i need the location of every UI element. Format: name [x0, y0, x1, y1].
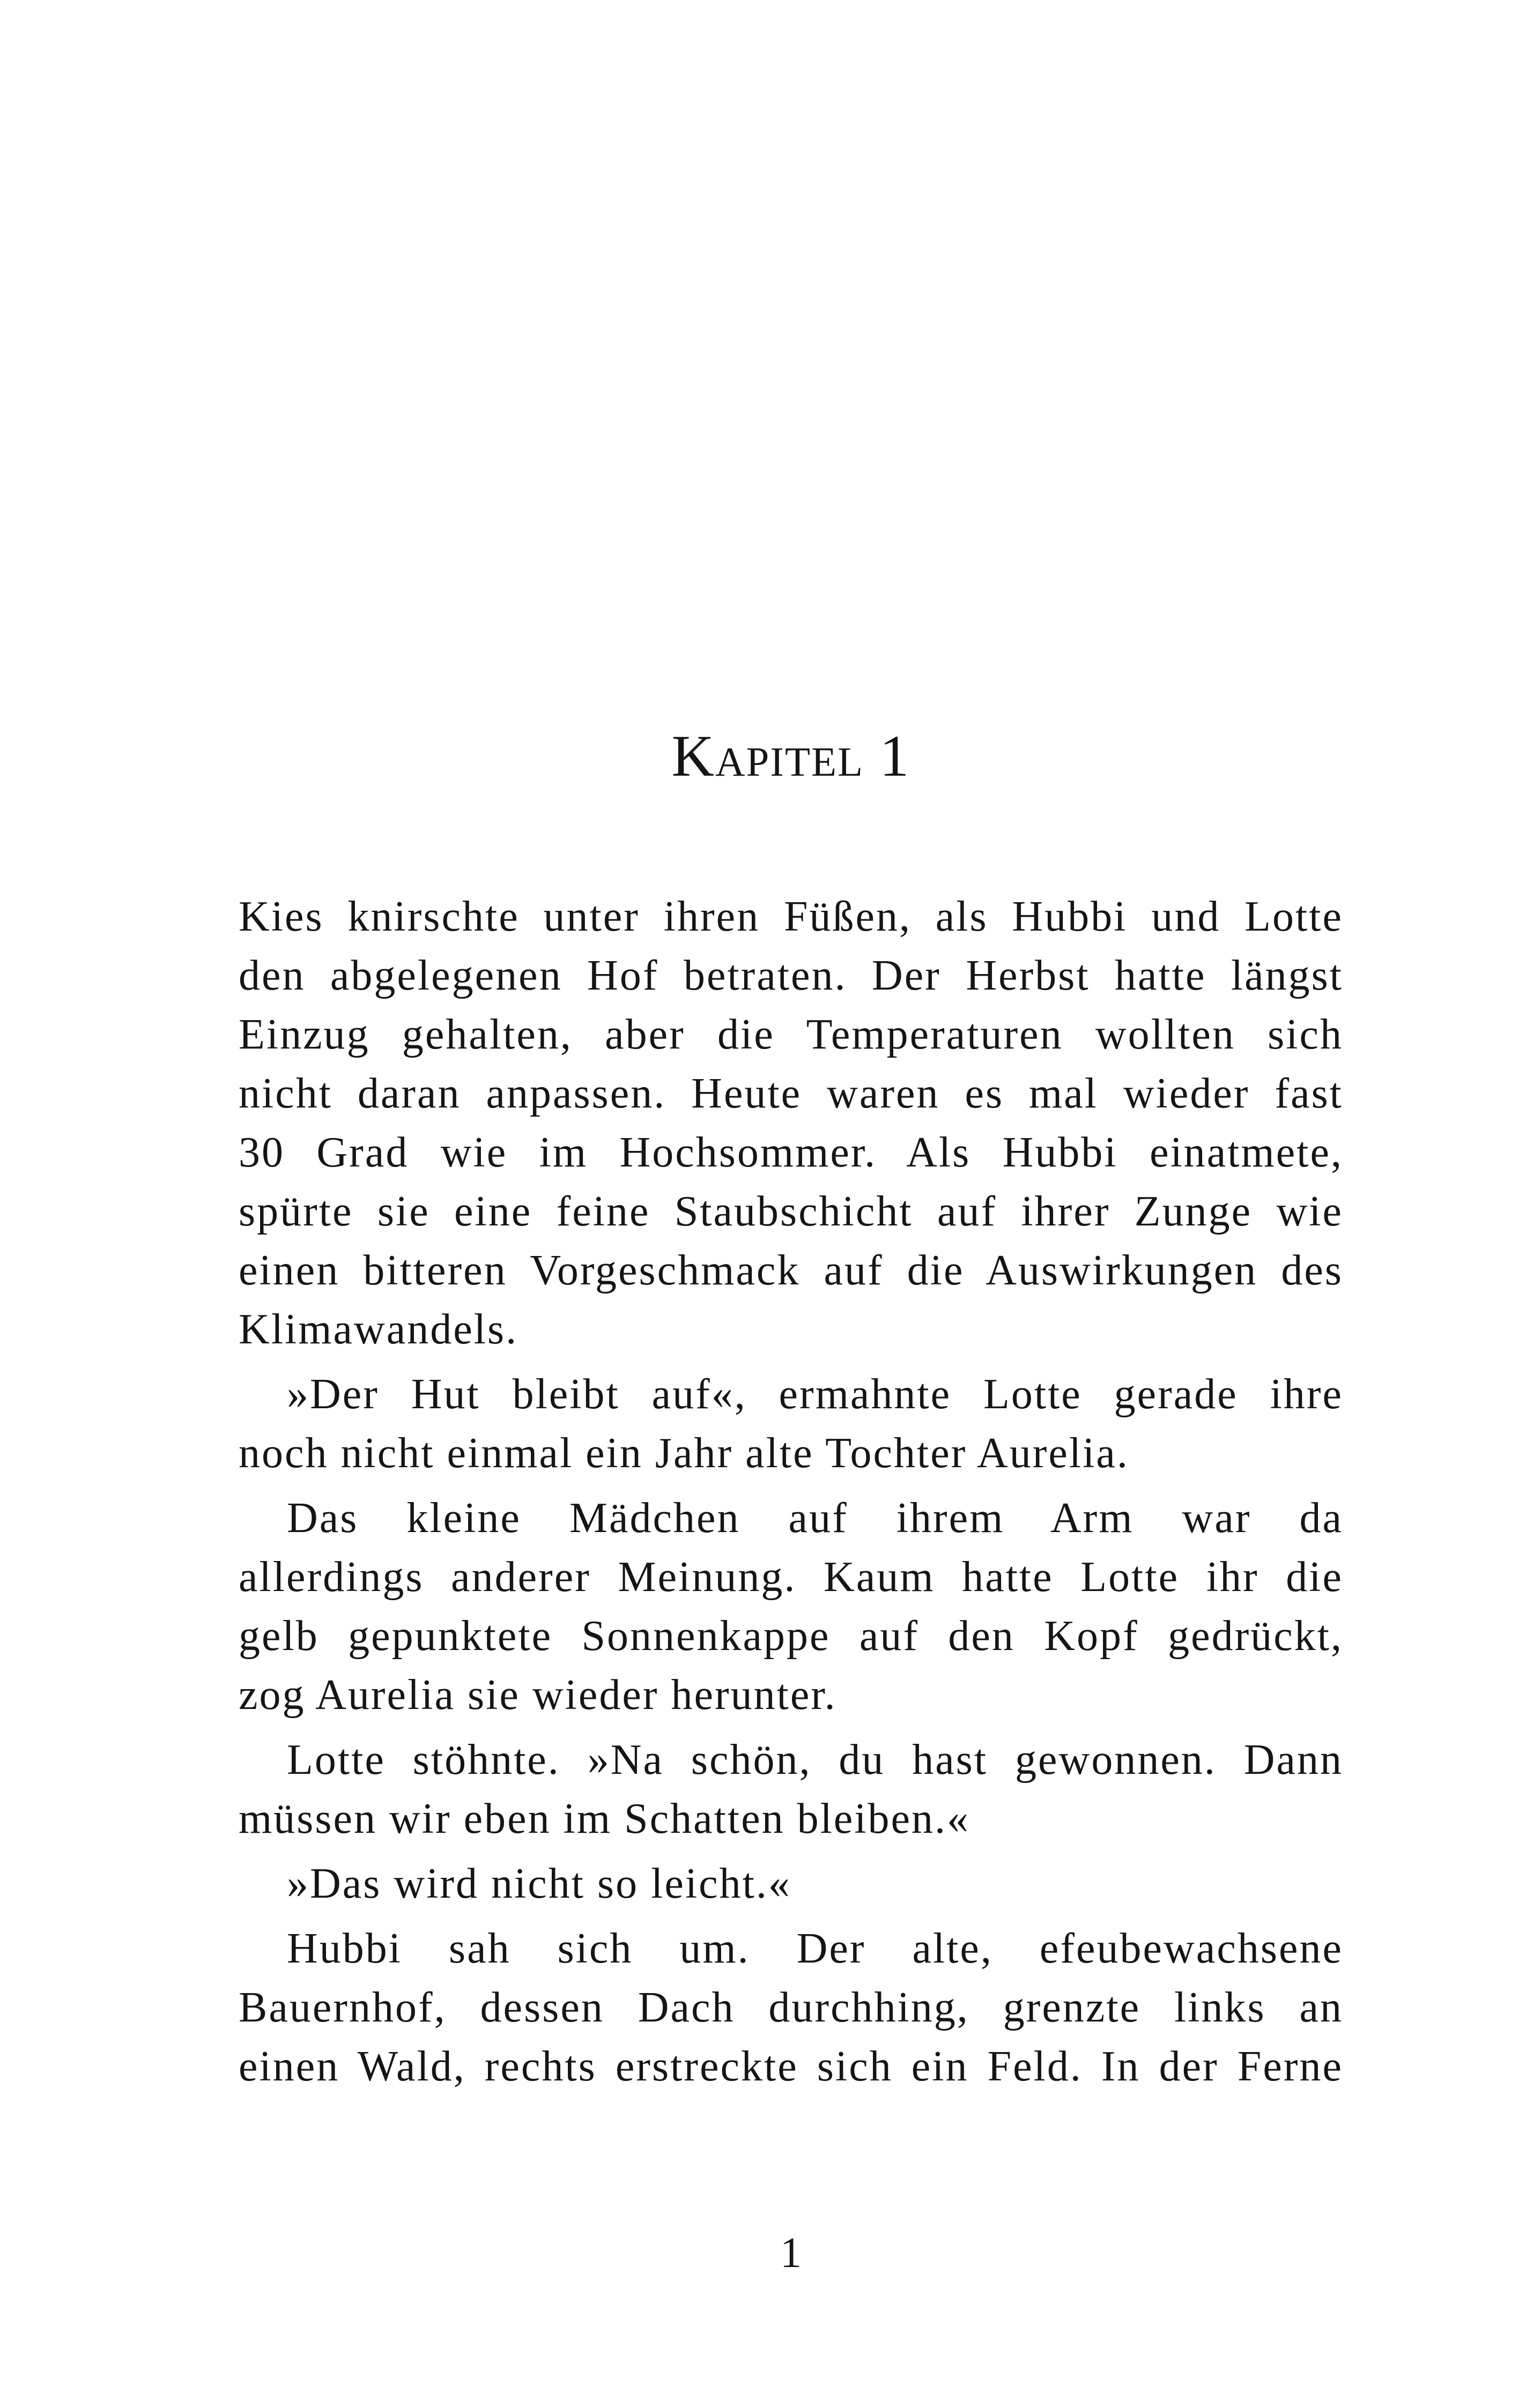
text-line: noch nicht einmal ein Jahr alte Tochter Aurelia.: [239, 1430, 1129, 1477]
text-line: einen bitteren Vorgeschmack auf die Auswirkungen des: [239, 1247, 1343, 1294]
text-line: Einzug gehalten, aber die Temperaturen wollten sich: [239, 1011, 1343, 1058]
text-line: Hubbi sah sich um. Der alte, efeubewachsene: [287, 1925, 1343, 1972]
text-line: spürte sie eine feine Staubschicht auf ihrer Zunge wie: [239, 1188, 1343, 1235]
text-line: 30 Grad wie im Hochsommer. Als Hubbi einatmete,: [239, 1129, 1343, 1176]
paragraph: [239, 887, 1343, 1359]
paragraph: [239, 1730, 1343, 1848]
text-line: Das kleine Mädchen auf ihrem Arm war da: [287, 1495, 1343, 1542]
text-line: zog Aurelia sie wieder herunter.: [239, 1671, 837, 1719]
paragraph: [239, 1365, 1343, 1483]
paragraph: [239, 1489, 1343, 1725]
body-text: [239, 887, 1343, 2096]
text-line: Lotte stöhnte. »Na schön, du hast gewonnen. Dann: [287, 1736, 1343, 1783]
page-number: 1: [780, 2229, 802, 2277]
paragraph: [239, 1919, 1343, 2096]
text-line: nicht daran anpassen. Heute waren es mal wieder fast: [239, 1070, 1343, 1117]
text-line: Kies knirschte unter ihren Füßen, als Hubbi und Lotte: [239, 893, 1343, 940]
text-line: den abgelegenen Hof betraten. Der Herbst hatte längst: [239, 952, 1343, 999]
text-line: müssen wir eben im Schatten bleiben.«: [239, 1795, 970, 1842]
chapter-heading: Kapitel 1: [671, 723, 910, 789]
text-line: Klimawandels.: [239, 1306, 518, 1353]
text-line: »Der Hut bleibt auf«, ermahnte Lotte gerade ihre: [287, 1371, 1343, 1418]
text-line: »Das wird nicht so leicht.«: [287, 1860, 791, 1907]
paragraph: [239, 1854, 1343, 1913]
text-line: einen Wald, rechts erstreckte sich ein Feld. In der Ferne: [239, 2043, 1343, 2090]
text-line: allerdings anderer Meinung. Kaum hatte Lotte ihr die: [239, 1554, 1343, 1601]
text-line: gelb gepunktete Sonnenkappe auf den Kopf gedrückt,: [239, 1612, 1343, 1660]
text-line: Bauernhof, dessen Dach durchhing, grenzte links an: [239, 1984, 1343, 2031]
